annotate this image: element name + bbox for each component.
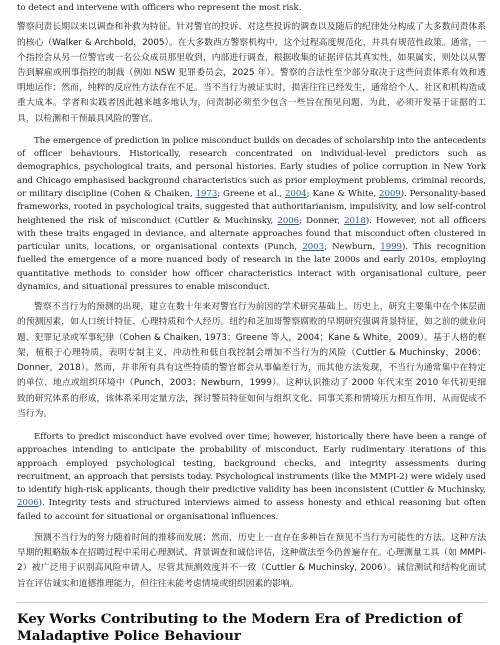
paragraph-en-efforts <box>17 431 486 524</box>
citation-link[interactable]: 2018 <box>344 215 366 226</box>
paragraph-zh-accountability <box>17 20 486 126</box>
paragraph-zh-emergence <box>17 300 486 422</box>
paragraph-text: 警察问责长期以来以调查和补救为特征。针对警官的投诉、对这些投诉的调查以及随后的纪律处分构成了大多数问责体系的核心（Walker & Archbold，2005）。在大多数西方警察机构中，这个过程高度规范化，并具有规范性政策。通常，一个指控会从另一位警官或一名公众成员那里收到，内部进行调查，根据收集的证据评估其真实性，如果属实，则处以从警告到解雇或刑事指控的制裁（例如 NSW 犯罪委员会，2025 年）。警察的合法性至少部分取决于这些问责体系有效和透明地运作；然而，纯粹的反应性方法存在不足。当不当行为被证实时，损害往往已经发生，通常给个人、社区和机构造成重大成本。学者和实践者因此越来越多地认为，问责制必须至少包含一些旨在预见问题、为此，必须开发基于证据的工具，以检测和干预最具风险的警官。 <box>17 22 486 124</box>
paragraph-zh-efforts <box>17 531 486 592</box>
paragraph-text: 预测不当行为的努力随着时间的推移而发展；然而，历史上一直存在多种旨在预见不当行为可能性的方法。这种方法早期的粗略版本在招聘过程中采用心理测试、背景调查和诚信评估，这种做法至今仍普遍存在。心理测量工具（如 MMPI-2）被广泛用于识别高风险申请人，尽管其预测效度并不一致（Cuttler & Muchinsky, 2006）。诚信测试和结构化面试旨在评估诚实和道德推理能力，但往往未能考虑情境或组织因素的影响。 <box>17 532 486 589</box>
paragraph-text: 警察不当行为的预测的出现，建立在数十年来对警官行为前因的学术研究基础上。历史上，研究主要集中在个体层面的预测因素，如人口统计特征、心理特质和个人经历。纽约和芝加哥警察腐败的早期研究强调背景特征，如之前的就业问题、犯罪记录或军事纪律（Cohen & Chaiken, 1973；Greene 等人，2004；Kane & White，2009）。基于人格的框架，植根于心理特质，表明专制主义、冲动性和低自我控制会增加不当行为的风险（Cuttler & Muchinsky，2006；Donner，2018）。然而，并非所有具有这些特质的警官都会从事偏差行为，而其他方法发现，不当行为通常集中在特定的单位、地点或组织环境中（Punch，2003；Newburn，1999）。这种认识推动了 2000 年代末至 2010 年代初更细致的研究体系的形成，该体系采用定量方法，探讨警员特征如何与组织文化、同事关系和情境压力相互作用，从而促成不当行为。 <box>17 302 486 419</box>
text-run: ). Integrity tests and structured interviews aimed to assess honesty and ethical reasoning but often failed to account for situational or organisational influences. <box>17 498 486 522</box>
text-run: ). However, not all officers with these traits engaged in deviance, and alternate approaches found that misconduct often clustered in particular units, locations, or organisational contexts (Punch, <box>17 215 486 253</box>
paragraph-en-top <box>17 2 486 15</box>
citation-link[interactable]: 1973 <box>195 188 218 199</box>
text-run: ). This recognition fuelled the emergence of a more nuanced body of research in the late 2000s and early 2010s, employing quantitative methods to consider how officer characteristics interact with organisational culture, peer dynamics, and situational pressures to enable misconduct. <box>17 242 486 292</box>
text-run: The emergence of prediction in police misconduct builds on decades of scholarship into the antecedents of officer behaviours. Historically, research concentrated on individual-level predictors such as demographics, psychological traits, and personal histories. Early studies of police corruption in New York and Chicago emphasised background characteristics such as prior employment problems, criminal records, or military discipline (Cohen & Chaiken, <box>17 135 486 199</box>
citation-link[interactable]: 2006 <box>17 498 39 509</box>
section-divider <box>17 602 486 603</box>
citation-link[interactable]: 2006 <box>277 215 300 226</box>
text-run: Efforts to predict misconduct have evolved over time; however, historically there have been a range of approaches intending to anticipate the probability of misconduct. Early rudimentary iterations of this approach employed psychological testing, background checks, and integrity assessments during recruitment, an approach that persists today. Psychological instruments (like the MMPI-2) were widely used to identify high-risk applicants, though their predictive validity has been inconsistent (Cuttler & Muchinsky, <box>17 431 486 496</box>
citation-link[interactable]: 2009 <box>379 188 401 199</box>
paragraph-en-emergence <box>17 135 486 295</box>
citation-link[interactable]: 2003 <box>302 242 324 253</box>
text-run: ). Personality-based frameworks, rooted in psychological traits, suggested that authoritarianism, impulsivity, and low self-control heightened the risk of misconduct (Cuttler & Muchinsky, <box>17 188 486 226</box>
text-run: ; Donner, <box>299 215 345 226</box>
document-page <box>0 2 500 644</box>
citation-link[interactable]: 1999 <box>380 242 402 253</box>
section-heading: Key Works Contributing to the Modern Era of Prediction of Maladaptive Police Behaviour <box>17 610 462 644</box>
citation-link[interactable]: 2004 <box>285 188 307 199</box>
paragraph-text: to detect and intervene with officers who represent the most risk. <box>17 3 302 13</box>
text-run: ; Greene et al., <box>217 188 285 199</box>
text-run: ; Newburn, <box>323 242 381 253</box>
text-run: ; Kane & White, <box>306 188 380 199</box>
